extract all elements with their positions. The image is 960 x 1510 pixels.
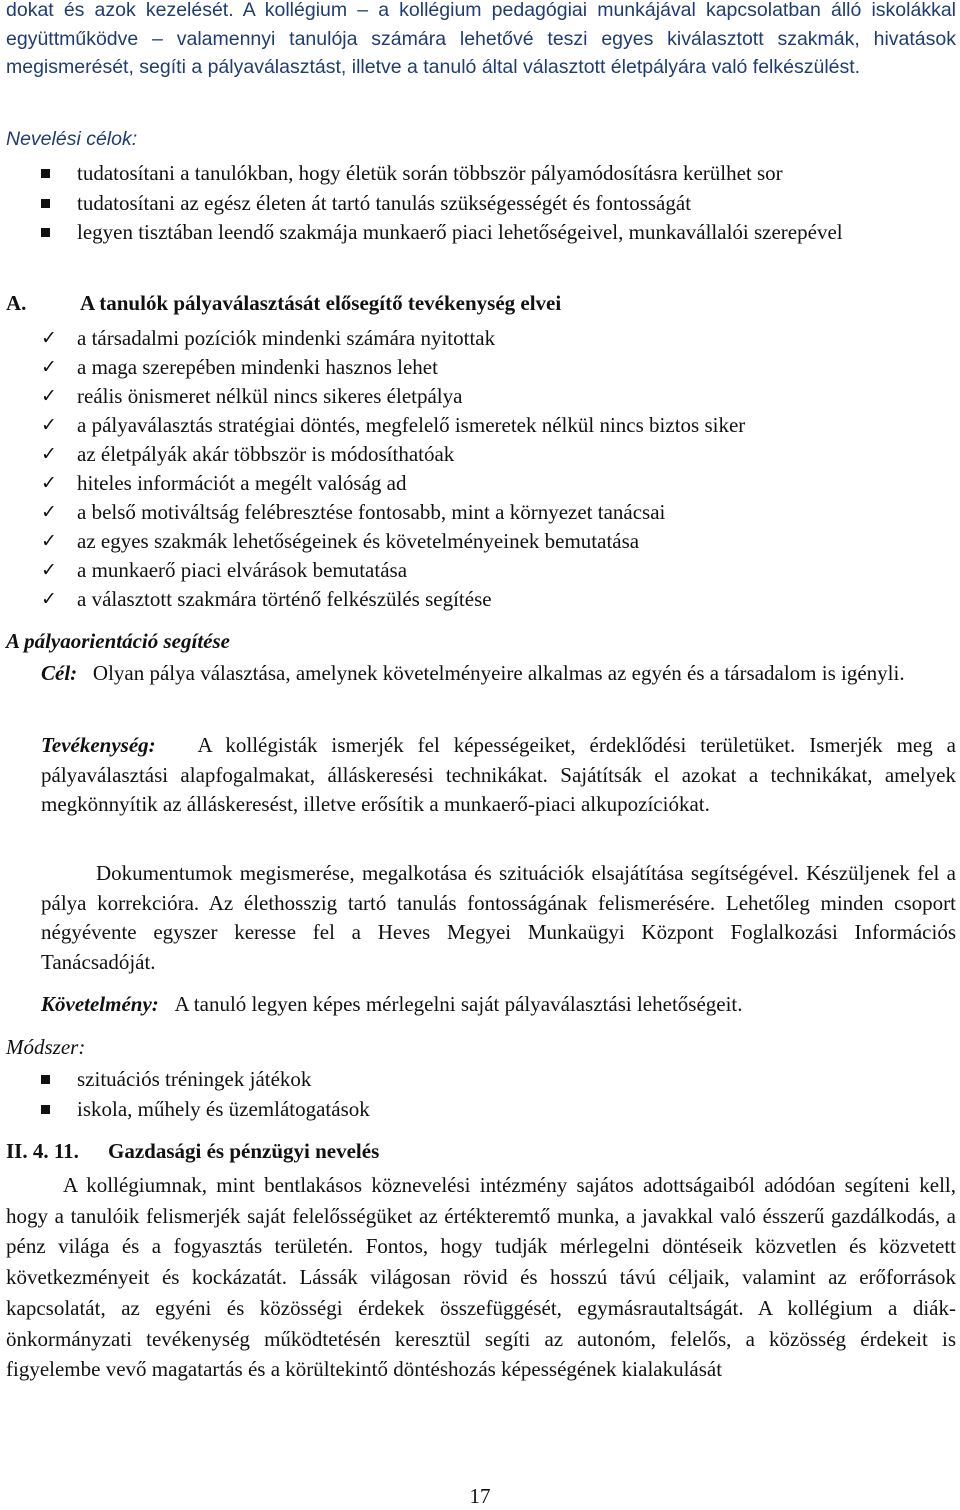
list-item: tudatosítani a tanulókban, hogy életük során többször pályamódosításra kerülhet sor [41,160,953,188]
page-number: 17 [469,1484,491,1508]
list-item: szituációs tréningek játékok [41,1066,953,1094]
section-a-heading [6,289,561,317]
list-item: tudatosítani az egész életen át tartó tanulás szükségességét és fontosságát [41,190,953,218]
checkmark-icon: ✓ [41,501,57,523]
modszer-list [41,1066,953,1125]
checklist-item: ✓ a pályaválasztás stratégiai döntés, megfelelő ismeretek nélkül nincs biztos siker [41,411,953,440]
cel-label: Cél: [41,661,78,685]
checkmark-icon: ✓ [41,443,57,465]
tevekenyseg-label: Tevékenység: [41,733,156,757]
checklist-item: ✓ az egyes szakmák lehetőségeinek és követelményeinek bemutatása [41,527,953,556]
nevelesi-celok-heading: Nevelési célok: [6,128,138,150]
checkmark-icon: ✓ [41,327,57,349]
checklist-item: ✓ reális önismeret nélkül nincs sikeres életpálya [41,382,953,411]
checklist-item: ✓ a munkaerő piaci elvárások bemutatása [41,556,953,585]
checklist-item: ✓ a maga szerepében mindenki hasznos lehet [41,353,953,382]
checklist-item: ✓ a választott szakmára történő felkészülés segítése [41,585,953,614]
list-item: iskola, műhely és üzemlátogatások [41,1096,953,1124]
checklist-item: ✓ az életpályák akár többször is módosíthatóak [41,440,953,469]
checkmark-icon: ✓ [41,414,57,436]
checkmark-icon: ✓ [41,385,57,407]
section-ii-number: II. 4. 11. [6,1139,79,1163]
dokumentumok-paragraph: Dokumentumok megismerése, megalkotása és szituációk elsajátítása segítségével. Készüljenek fel a pálya korrekcióra. Az élethosszig tartó tanulás fontosságának felismerésére. Lehetőleg minden csoport négyévente egyszer keresse fel a Heves Megyei Munkaügyi Központ Foglalkozási Információs Tanácsadóját. [41,861,956,974]
section-a-checklist [41,324,953,614]
tevekenyseg-text: A kollégisták ismerjék fel képességeiket, érdeklődési területüket. Ismerjék meg a pályaválasztási alapfogalmakat, álláskeresési technikákat. Sajátítsák el azokat a technikákat, amelyek megkönnyítik az álláskeresést, illetve erősítik a munkaerő-piaci alkupozíciókat. [41,733,956,816]
section-a-number: A. [6,291,27,315]
palyaorientacio-heading: A pályaorientáció segítése [6,629,230,653]
modszer-heading: Módszer: [6,1035,86,1059]
checkmark-icon: ✓ [41,559,57,581]
intro-paragraph: dokat és azok kezelését. A kollégium – a kollégium pedagógiai munkájával kapcsolatban álló iskolákkal együttműködve – valamennyi tanulója számára lehetővé teszi egyes kiválasztott szakmák, hivatások megismerését, segíti a pályaválasztást, illetve a tanuló által választott életpályára való felkészülést. [6,0,956,78]
cel-paragraph [41,659,956,689]
checkmark-icon: ✓ [41,472,57,494]
checklist-item: ✓ a társadalmi pozíciók mindenki számára nyitottak [41,324,953,353]
gazdasagi-paragraph: A kollégiumnak, mint bentlakásos köznevelési intézmény sajátos adottságaiból adódóan segíteni kell, hogy a tanulóik felismerjék saját felelősségüket az értékteremtő munka, a javakkal való ésszerű gazdálkodás, a pénz világa és a fogyasztás területén. Fontos, hogy tudják mérlegelni döntéseik közvetlen és közvetett következményeit és kockázatát. Lássák világosan rövid és hosszú távú céljaik, valamint az erőforrások kapcsolatát, az egyéni és közösségi érdekek összefüggését, egymásrautaltságát. A kollégium a diák-önkormányzati tevékenység működtetésén keresztül segíti az autonóm, felelős, a közösség érdekeit is figyelembe vevő magatartás és a körültekintő döntéshozás képességének kialakulását [6,1173,956,1382]
checklist-item: ✓ a belső motiváltság felébresztése fontosabb, mint a környezet tanácsai [41,498,953,527]
kovetelmeny-paragraph [41,990,956,1020]
tevekenyseg-paragraph [41,731,956,820]
kovetelmeny-text: A tanuló legyen képes mérlegelni saját pályaválasztási lehetőségeit. [174,992,743,1016]
list-item: legyen tisztában leendő szakmája munkaerő piaci lehetőségeivel, munkavállalói szerepével [41,219,953,247]
kovetelmeny-label: Követelmény: [41,992,159,1016]
checkmark-icon: ✓ [41,356,57,378]
checkmark-icon: ✓ [41,588,57,610]
checkmark-icon: ✓ [41,530,57,552]
section-ii-heading [6,1137,379,1165]
section-a-title: A tanulók pályaválasztását elősegítő tevékenység elvei [80,291,562,315]
checklist-item: ✓ hiteles információt a megélt valóság ad [41,469,953,498]
section-ii-title: Gazdasági és pénzügyi nevelés [108,1139,380,1163]
cel-text: Olyan pálya választása, amelynek követelményeire alkalmas az egyén és a társadalom is igényli. [92,661,905,685]
nevelesi-celok-list [41,160,953,249]
